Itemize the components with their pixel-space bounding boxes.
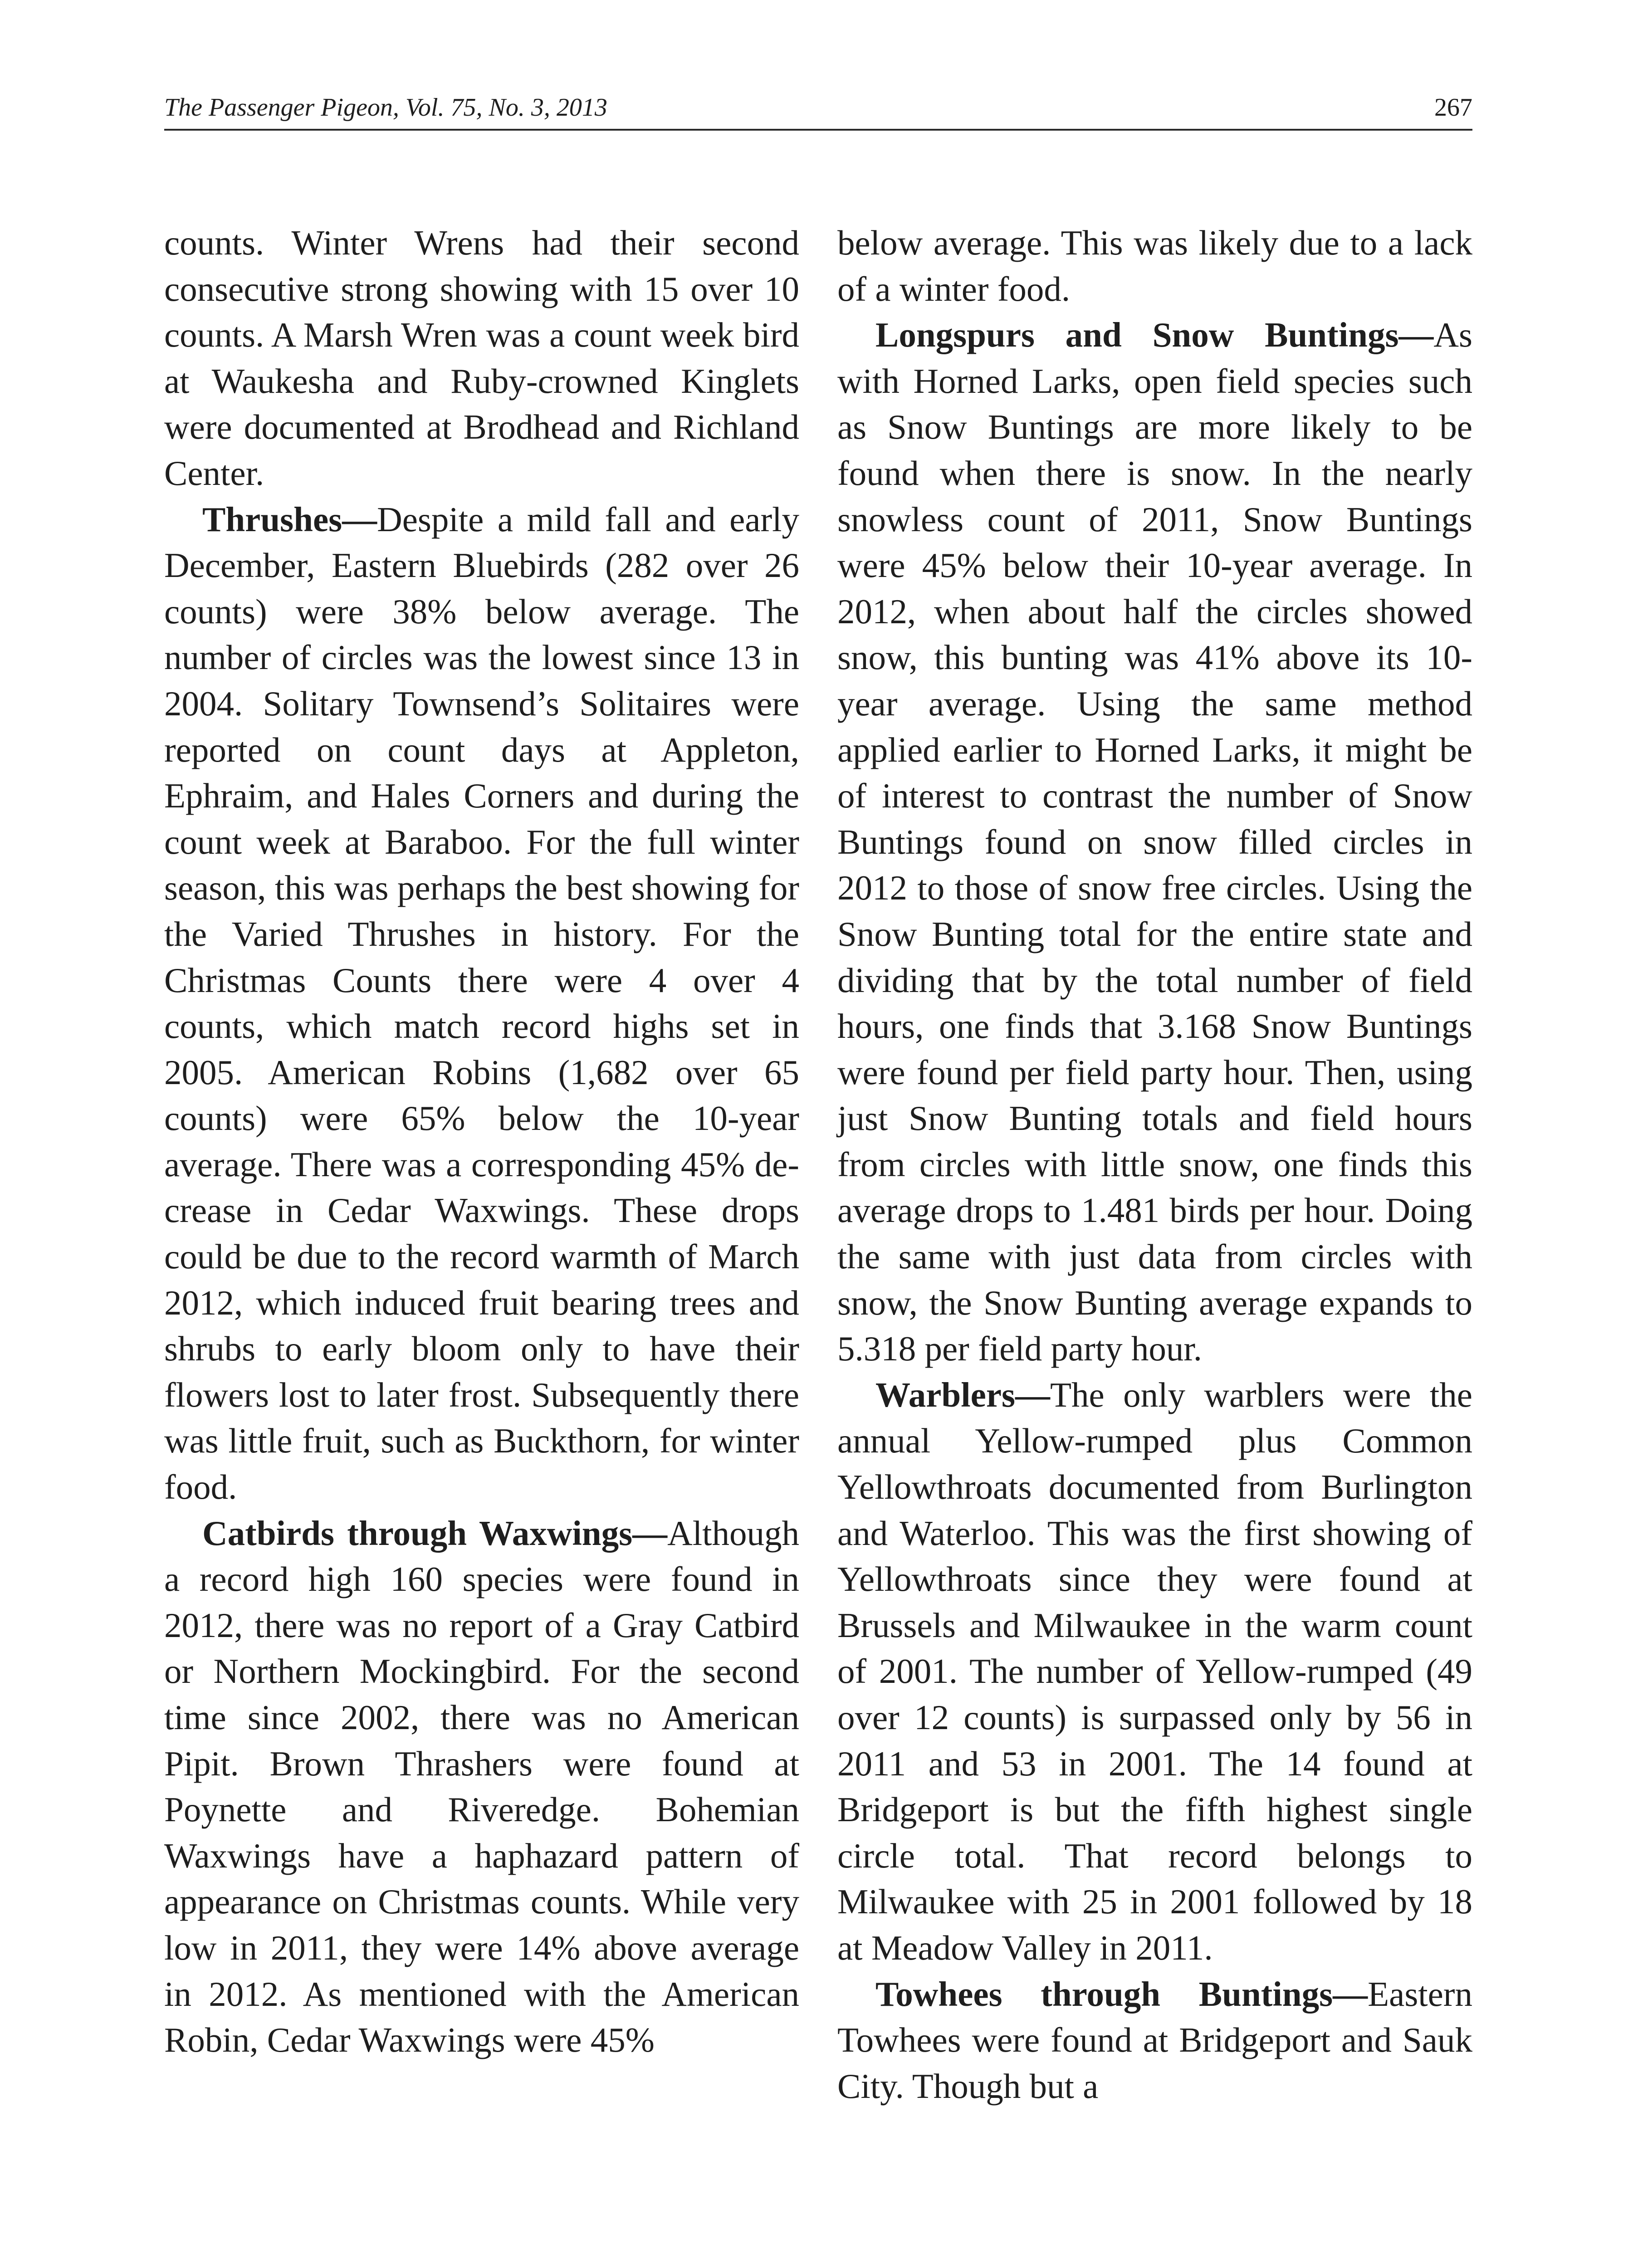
section-heading-warblers: Warblers— xyxy=(875,1375,1050,1414)
paragraph-catbirds-waxwings xyxy=(164,1510,799,2063)
section-heading-catbirds-waxwings: Catbirds through Waxwings— xyxy=(202,1513,668,1553)
journal-citation: The Passenger Pigeon, Vol. 75, No. 3, 2013 xyxy=(164,93,607,122)
header-rule xyxy=(164,129,1472,131)
paragraph-longspurs-buntings-body: As with Horned Larks, open field species such as Snow Buntings are more likely to be found when there is snow. In the nearly snowless count of 2011, Snow Buntings were 45% below their 10-year average. In 2012, when about half the circles showed snow, this bunting was 41% above its 10-year average. Using the same method applied earlier to Horned Larks, it might be of interest to contrast the number of Snow Buntings found on snow filled circles in 2012 to those of snow free circles. Using the Snow Bunting total for the entire state and dividing that by the total number of field hours, one finds that 3.168 Snow Buntings were found per field party hour. Then, using just Snow Bunting totals and field hours from circles with little snow, one finds this average drops to 1.481 birds per hour. Doing the same with just data from circles with snow, the Snow Bunting average expands to 5.318 per field party hour. xyxy=(837,315,1472,1369)
paragraph-thrushes xyxy=(164,497,799,1510)
right-column xyxy=(837,220,1472,2109)
paragraph-waxwing-continuation: below average. This was likely due to a lack of a winter food. xyxy=(837,223,1472,308)
paragraph-towhees-buntings-body: Eastern Towhees were found at Bridgeport and Sauk City. Though but a xyxy=(837,1974,1472,2106)
page-number: 267 xyxy=(1434,93,1472,122)
paragraph-catbirds-waxwings-body: Although a record high 160 species were found in 2012, there was no report of a Gray Catbird or Northern Mockingbird. For the second time since 2002, there was no American Pipit. Brown Thrashers were found at Poynette and Riveredge. Bohemian Waxwings have a haphazard pattern of appearance on Christmas counts. While very low in 2011, they were 14% above average in 2012. As mentioned with the American Robin, Cedar Waxwings were 45% xyxy=(164,1513,799,2060)
paragraph-warblers-body: The only warblers were the annual Yellow-rumped plus Common Yellowthroats documented from Burlington and Waterloo. This was the first showing of Yellowthroats since they were found at Brussels and Milwaukee in the warm count of 2001. The number of Yellow-rumped (49 over 12 counts) is surpassed only by 56 in 2011 and 53 in 2001. The 14 found at Bridgeport is but the fifth highest single circle total. That record belongs to Milwaukee with 25 in 2001 followed by 18 at Meadow Valley in 2011. xyxy=(837,1375,1472,1967)
section-heading-longspurs-buntings: Longspurs and Snow Buntings— xyxy=(875,315,1434,355)
paragraph-wrens: counts. Winter Wrens had their second consecutive strong showing with 15 over 10 counts. A Marsh Wren was a count week bird at Waukesha and Ruby-crowned Kinglets were documented at Brodhead and Richland Center. xyxy=(164,223,799,493)
running-head xyxy=(164,87,1472,128)
section-heading-thrushes: Thrushes— xyxy=(202,499,377,539)
section-heading-towhees-buntings: Towhees through Buntings— xyxy=(875,1974,1368,2014)
paragraph-longspurs-buntings xyxy=(837,312,1472,1372)
paragraph-towhees-buntings xyxy=(837,1971,1472,2110)
paragraph-warblers xyxy=(837,1372,1472,1971)
paragraph-thrushes-body: Despite a mild fall and early December, Eastern Bluebirds (282 over 26 counts) were 38% below average. The number of circles was the lowest since 13 in 2004. Solitary Townsend’s Solitaires were reported on count days at Appleton, Ephraim, and Hales Corners and during the count week at Baraboo. For the full winter season, this was perhaps the best showing for the Varied Thrushes in history. For the Christmas Counts there were 4 over 4 counts, which match record highs set in 2005. American Robins (1,682 over 65 counts) were 65% below the 10-year average. There was a corresponding 45% decrease in Cedar Waxwings. These drops could be due to the record warmth of March 2012, which induced fruit bearing trees and shrubs to early bloom only to have their flowers lost to later frost. Subsequently there was little fruit, such as Buckthorn, for winter food. xyxy=(164,499,799,1507)
left-column xyxy=(164,220,799,2063)
